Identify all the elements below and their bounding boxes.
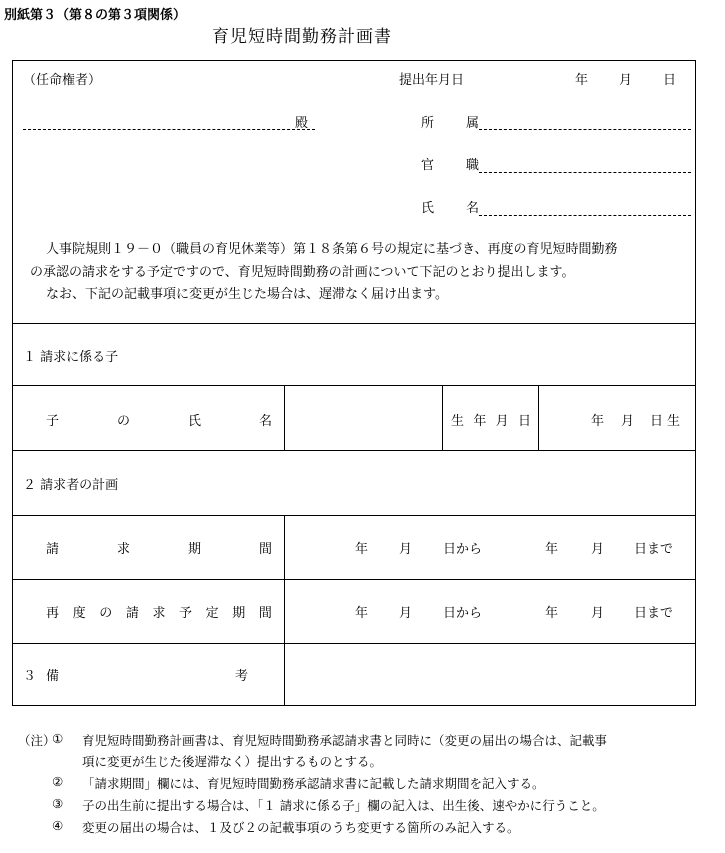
birth-date-year: 年	[591, 414, 605, 429]
birth-date-label: 生 年 月 日	[451, 414, 531, 429]
affiliation-field[interactable]	[479, 129, 691, 130]
note-number: ③	[52, 796, 64, 811]
planned-to-day: 日まで	[634, 606, 674, 621]
date-day: 日	[663, 73, 677, 88]
submission-date-label: 提出年月日	[399, 73, 465, 88]
body-line-3: なお、下記の記載事項に変更が生じた場合は、遅滞なく届け出ます。	[46, 287, 448, 302]
position-field[interactable]	[479, 172, 691, 173]
planned-period-label: 再 度 の 請 求 予 定 期 間	[46, 606, 272, 621]
date-month: 月	[619, 73, 633, 88]
period-to-day: 日まで	[634, 542, 674, 557]
note-text: 子の出生前に提出する場合は、「１ 請求に係る子」欄の記入は、出生後、速やかに行うこと。	[82, 798, 605, 813]
addressee-line[interactable]	[23, 129, 315, 130]
period-to-month: 月	[591, 542, 605, 557]
body-line-2: の承認の請求をする予定ですので、育児短時間勤務の計画について下記のとおり提出します。	[30, 265, 575, 280]
note-number: ④	[52, 818, 64, 833]
column-divider	[442, 385, 443, 450]
remarks-label-2: 考	[235, 669, 249, 684]
child-name-label: 子 の 氏 名	[46, 414, 272, 429]
note-text: 項に変更が生じた後遅滞なく）提出するものとする。	[82, 754, 383, 769]
planned-to-month: 月	[591, 606, 605, 621]
note-text: 育児短時間勤務計画書は、育児短時間勤務承認請求書と同時に（変更の届出の場合は、記載事	[82, 733, 608, 748]
note-text: 変更の届出の場合は、１及び２の記載事項のうち変更する箇所のみ記入する。	[82, 820, 520, 835]
period-label: 請 求 期 間	[46, 542, 272, 557]
divider	[13, 385, 695, 386]
note-text: 「請求期間」欄には、育児短時間勤務承認請求書に記載した請求期間を記入する。	[82, 776, 545, 791]
form-frame	[12, 60, 696, 706]
notes-prefix: （注）	[18, 733, 56, 748]
planned-from-year: 年	[355, 606, 369, 621]
section2-heading: ２ 請求者の計画	[23, 478, 119, 493]
name-field[interactable]	[479, 215, 691, 216]
birth-date-day: 日生	[650, 414, 685, 429]
appointer-label: （任命権者）	[23, 73, 102, 88]
birth-date-month: 月	[621, 414, 635, 429]
body-line-1: 人事院規則１９－０（職員の育児休業等）第１８条第６号の規定に基づき、再度の育児短時間勤務	[46, 242, 618, 257]
divider	[13, 515, 695, 516]
divider	[13, 450, 695, 451]
period-to-year: 年	[545, 542, 559, 557]
period-field[interactable]	[286, 517, 694, 577]
period-from-day: 日から	[443, 542, 483, 557]
planned-from-day: 日から	[443, 606, 483, 621]
name-label: 氏 名	[421, 201, 479, 216]
column-divider	[538, 385, 539, 450]
form-title: 育児短時間勤務計画書	[212, 27, 392, 47]
position-label: 官 職	[421, 158, 479, 173]
note-number: ①	[52, 731, 64, 746]
section1-heading: １ 請求に係る子	[23, 350, 119, 365]
affiliation-label: 所 属	[421, 116, 479, 131]
note-number: ②	[52, 774, 64, 789]
planned-to-year: 年	[545, 606, 559, 621]
divider	[13, 323, 695, 324]
column-divider	[284, 515, 285, 706]
planned-from-month: 月	[399, 606, 413, 621]
column-divider	[284, 385, 285, 450]
addressee-suffix: 殿	[295, 116, 309, 131]
remarks-number: ３	[23, 669, 37, 684]
remarks-label-1: 備	[46, 669, 60, 684]
period-from-month: 月	[399, 542, 413, 557]
date-year: 年	[575, 73, 589, 88]
period-from-year: 年	[355, 542, 369, 557]
planned-period-field[interactable]	[286, 581, 694, 641]
divider	[13, 579, 695, 580]
child-name-field[interactable]	[286, 387, 440, 448]
divider	[13, 643, 695, 644]
annex-label: 別紙第３（第８の第３項関係）	[4, 8, 187, 23]
remarks-field[interactable]	[286, 645, 694, 705]
